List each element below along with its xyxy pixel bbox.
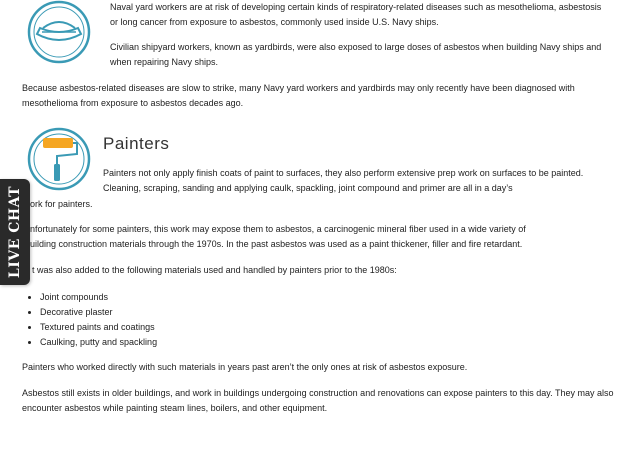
painters-paragraph-1-continued: ork for painters.	[30, 199, 93, 209]
navy-paragraph-3: Because asbestos-related diseases are slow to strike, many Navy yard workers and yardbirds may only recently have been diagnosed with mesothelioma from exposure to asbestos decades ago.	[22, 83, 575, 108]
navy-paragraph-1: Naval yard workers are at risk of developing certain kinds of respiratory-related diseases such as mesothelioma, asbestosis or long cancer from exposure to asbestos, commonly used inside U.S. Navy ships.	[110, 2, 602, 27]
list-item: • Decorative plaster	[40, 305, 157, 320]
navy-paragraph-2: Civilian shipyard workers, known as yardbirds, were also exposed to large doses of asbestos when building Navy ships and when repairing Navy ships.	[110, 42, 602, 67]
materials-list	[22, 290, 157, 350]
painters-paragraph-4: Painters who worked directly with such materials in years past aren’t the only ones at risk of asbestos exposure.	[22, 362, 468, 372]
painters-paragraph-1: Painters not only apply finish coats of paint to surfaces, they also perform extensive prep work on surfaces to be painted. Cleaning, scraping, sanding and applying caulk, spackling, joint compound and primer are all in a day’s	[103, 168, 584, 193]
list-item: • Caulking, putty and spackling	[40, 335, 157, 350]
list-item: • Textured paints and coatings	[40, 320, 157, 335]
live-chat-button[interactable]	[0, 179, 30, 285]
painters-paragraph-2: nfortunately for some painters, this work may expose them to asbestos, a carcinogenic mineral fiber used in a wide variety of	[30, 224, 526, 234]
live-chat-label: LIVE CHAT	[7, 185, 23, 279]
painters-paragraph-5: Asbestos still exists in older buildings, and work in buildings undergoing construction and renovations can expose painters to this day. They may also encounter asbestos while painting steam lines, boilers, and other equipment.	[22, 388, 614, 413]
painters-paragraph-2-continued: uilding construction materials through the 1970s. In the past asbestos was used as a paint thickener, filler and fire retardant.	[30, 239, 523, 249]
paint-roller-icon	[23, 125, 95, 195]
sailor-hat-icon	[23, 0, 95, 70]
list-item: • Joint compounds	[40, 290, 157, 305]
section-heading-painters: Painters	[103, 134, 170, 153]
painters-paragraph-3: t was also added to the following materials used and handled by painters prior to the 1980s:	[32, 265, 397, 275]
